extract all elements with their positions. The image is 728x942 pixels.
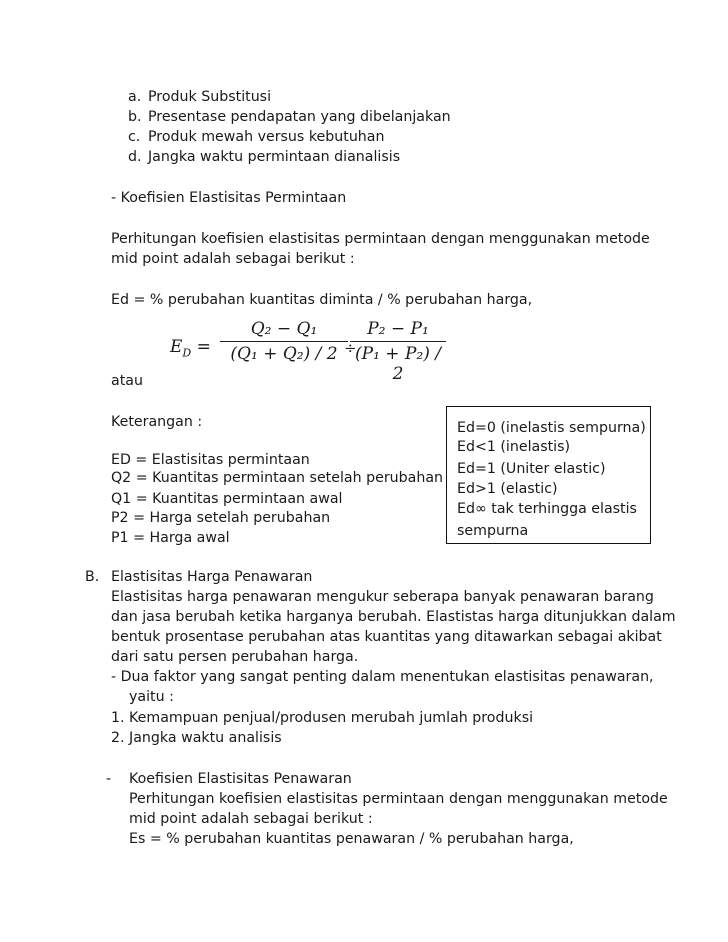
section-title: Elastisitas Harga Penawaran <box>111 569 313 585</box>
atau-text: atau <box>111 373 143 389</box>
elasticity-formula <box>170 318 441 384</box>
factors-line: - Dua faktor yang sangat penting dalam menentukan elastisitas penawaran, <box>111 669 654 685</box>
note-line: sempurna <box>457 523 529 539</box>
paragraph-line: dan jasa berubah ketika harganya berubah. Elastistas harga ditunjukkan dalam <box>111 609 676 625</box>
elasticity-notes-box <box>446 406 651 544</box>
division-sign: ÷ <box>344 339 357 357</box>
fraction-denominator: (P₁ + P₂) / 2 <box>355 344 441 384</box>
fraction-numerator: P₂ − P₁ <box>367 319 429 339</box>
section-marker: B. <box>85 569 100 585</box>
list-marker: a. <box>128 89 142 105</box>
list-item <box>128 127 385 147</box>
legend-line: Q2 = Kuantitas permintaan setelah perubahan <box>111 470 444 486</box>
list-item <box>128 87 271 107</box>
list-text: Produk mewah versus kebutuhan <box>148 129 385 145</box>
list-marker: b. <box>128 109 142 125</box>
demand-heading: - Koefisien Elastisitas Permintaan <box>111 190 347 206</box>
supply-heading: Koefisien Elastisitas Penawaran <box>129 771 352 787</box>
legend-line: Q1 = Kuantitas permintaan awal <box>111 491 343 507</box>
legend-line: P1 = Harga awal <box>111 530 230 546</box>
list-item <box>128 147 400 167</box>
fraction-denominator: (Q₁ + Q₂) / 2 <box>230 344 338 364</box>
factor-item: 1. Kemampuan penjual/produsen merubah jumlah produksi <box>111 710 534 726</box>
note-line: Ed=1 (Uniter elastic) <box>457 461 606 477</box>
quantity-fraction <box>220 319 348 364</box>
demand-intro-line: mid point adalah sebagai berikut : <box>111 251 355 267</box>
note-line: Ed∞ tak terhingga elastis <box>457 501 637 517</box>
supply-intro-line: mid point adalah sebagai berikut : <box>129 811 373 827</box>
bullet-dash: - <box>106 771 112 787</box>
list-text: Jangka waktu permintaan dianalisis <box>148 149 401 165</box>
note-line: Ed<1 (inelastis) <box>457 439 571 455</box>
supply-intro-line: Perhitungan koefisien elastisitas permintaan dengan menggunakan metode <box>129 791 668 807</box>
legend-line: P2 = Harga setelah perubahan <box>111 510 331 526</box>
demand-intro-line: Perhitungan koefisien elastisitas permintaan dengan menggunakan metode <box>111 231 650 247</box>
paragraph-line: bentuk prosentase perubahan atas kuantitas yang ditawarkan sebagai akibat <box>111 629 662 645</box>
list-text: Produk Substitusi <box>148 89 272 105</box>
fraction-numerator: Q₂ − Q₁ <box>250 319 318 339</box>
factor-item: 2. Jangka waktu analisis <box>111 730 282 746</box>
formula-lhs: $E_D$ = <box>170 337 211 360</box>
list-marker: c. <box>128 129 141 145</box>
list-marker: d. <box>128 149 142 165</box>
note-line: Ed>1 (elastic) <box>457 481 558 497</box>
paragraph-line: dari satu persen perubahan harga. <box>111 649 359 665</box>
keterangan-label: Keterangan : <box>111 414 203 430</box>
factors-line: yaitu : <box>129 689 174 705</box>
es-definition: Es = % perubahan kuantitas penawaran / % perubahan harga, <box>129 831 574 847</box>
list-text: Presentase pendapatan yang dibelanjakan <box>148 109 451 125</box>
list-item <box>128 107 451 127</box>
legend-line: ED = Elastisitas permintaan <box>111 452 310 468</box>
paragraph-line: Elastisitas harga penawaran mengukur seberapa banyak penawaran barang <box>111 589 654 605</box>
note-line: Ed=0 (inelastis sempurna) <box>457 420 646 436</box>
ed-definition: Ed = % perubahan kuantitas diminta / % perubahan harga, <box>111 292 533 308</box>
price-fraction <box>350 319 446 384</box>
